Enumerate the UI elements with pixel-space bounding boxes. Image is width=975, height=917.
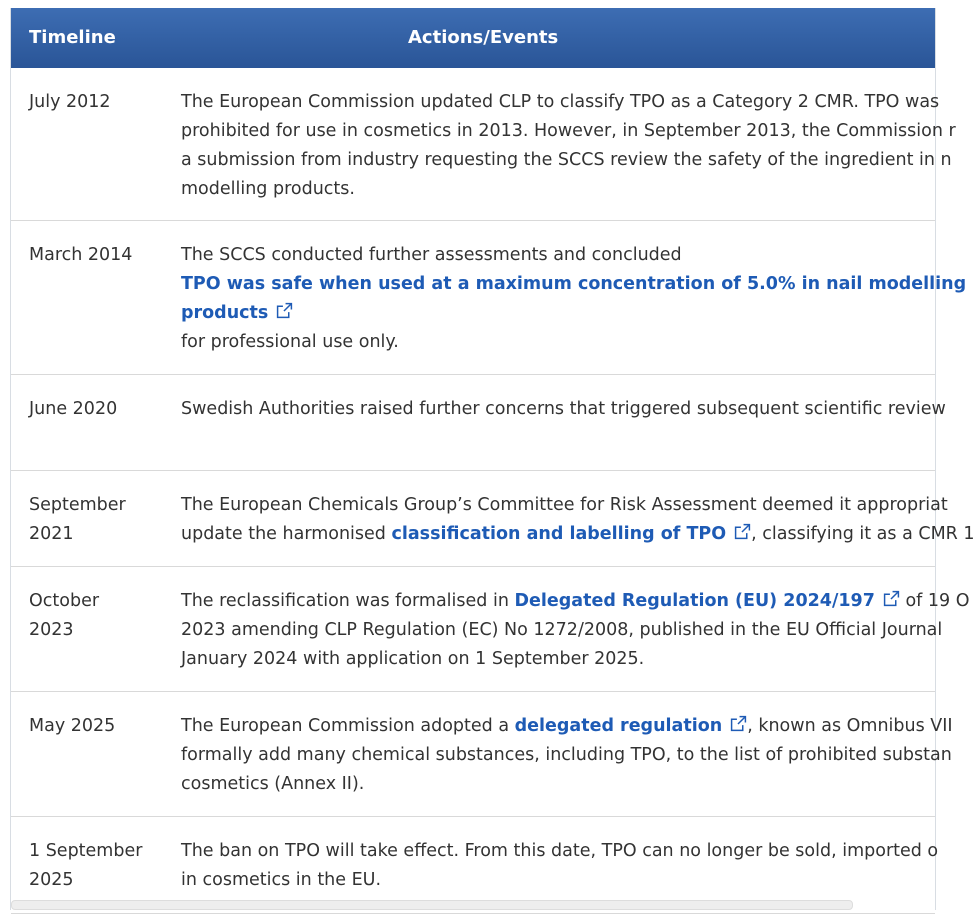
event-text: The reclassification was formalised in (181, 591, 515, 611)
header-timeline: Timeline (29, 27, 116, 48)
date-line: June 2020 (29, 399, 118, 419)
timeline-date (29, 837, 157, 895)
timeline-date (29, 241, 157, 270)
event-text-line (181, 328, 961, 357)
event-text-line (181, 146, 961, 175)
event-text-line (181, 241, 961, 270)
table-body (11, 68, 975, 914)
event-text-line (181, 175, 961, 204)
event-description (181, 712, 961, 799)
event-link-text: delegated regulation (514, 716, 723, 736)
event-text: cosmetics (Annex II). (181, 774, 365, 794)
event-text: of 19 O (899, 591, 970, 611)
event-text: update the harmonised (181, 524, 392, 544)
event-link-text: TPO was safe when used at a maximum concentration of 5.0% in nail modelling (181, 274, 967, 294)
event-text: The European Commission adopted a (181, 716, 515, 736)
event-text-line (181, 837, 961, 866)
event-link-text: Delegated Regulation (EU) 2024/197 (514, 591, 875, 611)
event-text-line (181, 520, 975, 549)
event-text: 2023 amending CLP Regulation (EC) No 1272/2008, published in the EU Official Journal (181, 620, 943, 640)
date-line: 1 September (29, 841, 143, 861)
event-text: , known as Omnibus VII (747, 716, 953, 736)
table-row (11, 471, 975, 567)
event-text: modelling products. (181, 179, 355, 199)
header-actions-events: Actions/Events (408, 27, 559, 48)
event-text-line (181, 712, 961, 741)
event-description (181, 837, 961, 895)
event-link-text: classification and labelling of TPO (391, 524, 727, 544)
event-link[interactable] (181, 274, 966, 294)
event-text-line (181, 88, 961, 117)
date-line: 2023 (29, 620, 74, 640)
event-description (181, 88, 961, 204)
table-row (11, 221, 967, 375)
date-line: September (29, 495, 126, 515)
date-line: July 2012 (29, 92, 111, 112)
event-link[interactable] (514, 591, 899, 611)
event-text-line (181, 395, 961, 424)
event-text: prohibited for use in cosmetics in 2013. However, in September 2013, the Commission r (181, 121, 956, 141)
event-link-text: products (181, 303, 269, 323)
table-header (11, 8, 935, 68)
event-text-line (181, 491, 961, 520)
date-line: 2021 (29, 524, 74, 544)
timeline-date (29, 88, 157, 117)
event-link[interactable] (515, 716, 748, 736)
event-text-line (181, 741, 961, 770)
external-link-icon[interactable] (734, 521, 751, 538)
event-text-line (181, 770, 961, 799)
event-text-line (181, 587, 970, 616)
event-description (181, 395, 961, 424)
event-text: in cosmetics in the EU. (181, 870, 382, 890)
event-link[interactable] (391, 524, 751, 544)
timeline-table (10, 8, 975, 910)
date-line: 2025 (29, 870, 74, 890)
external-link-icon[interactable] (730, 713, 747, 730)
event-text: January 2024 with application on 1 September 2025. (181, 649, 645, 669)
table-row (11, 68, 956, 221)
external-link-icon[interactable] (276, 300, 293, 317)
event-text-line (181, 299, 961, 328)
event-text-line (181, 616, 961, 645)
date-line: March 2014 (29, 245, 133, 265)
event-link[interactable] (181, 303, 293, 323)
event-text: Swedish Authorities raised further concerns that triggered subsequent scientific review (181, 399, 946, 419)
horizontal-scrollbar[interactable] (11, 900, 853, 910)
event-text: The European Commission updated CLP to classify TPO as a Category 2 CMR. TPO was (181, 92, 940, 112)
event-description (181, 241, 967, 357)
event-text-line (181, 117, 961, 146)
timeline-date (29, 395, 157, 424)
event-text: formally add many chemical substances, including TPO, to the list of prohibited substan (181, 745, 952, 765)
event-text: for professional use only. (181, 332, 399, 352)
event-text-line (181, 645, 961, 674)
date-line: October (29, 591, 100, 611)
event-description (181, 587, 970, 674)
event-text: , classifying it as a CMR 1 (751, 524, 975, 544)
event-text: a submission from industry requesting the SCCS review the safety of the ingredient in n (181, 150, 952, 170)
event-text: The European Chemicals Group’s Committee for Risk Assessment deemed it appropriat (181, 495, 948, 515)
table-row (11, 567, 970, 692)
table-row (11, 692, 953, 817)
event-text: The SCCS conducted further assessments and concluded (181, 245, 682, 265)
timeline-date (29, 712, 157, 741)
external-link-icon[interactable] (883, 588, 900, 605)
event-text-line (181, 270, 967, 299)
event-description (181, 491, 975, 549)
table-row (11, 375, 946, 471)
timeline-date (29, 491, 157, 549)
timeline-date (29, 587, 157, 645)
event-text: The ban on TPO will take effect. From this date, TPO can no longer be sold, imported o (181, 841, 939, 861)
date-line: May 2025 (29, 716, 116, 736)
event-text-line (181, 866, 961, 895)
